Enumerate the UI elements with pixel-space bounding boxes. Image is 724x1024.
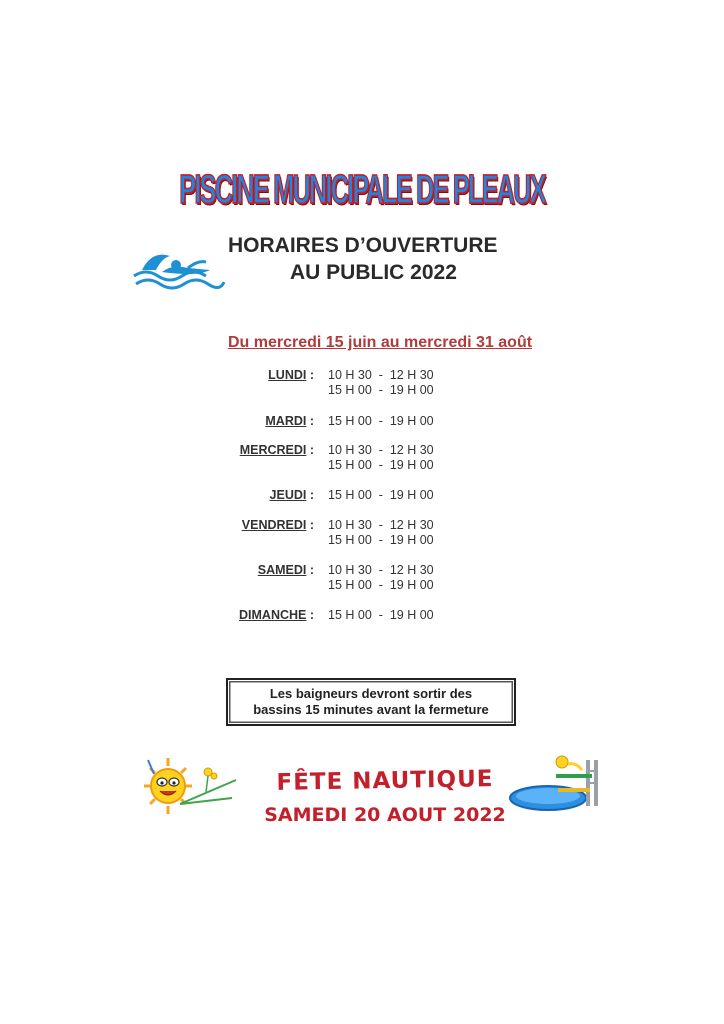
notice-line1: Les baigneurs devront sortir des <box>269 686 473 701</box>
subtitle-line2: AU PUBLIC 2022 <box>290 261 457 284</box>
hours-value: 15 H 00 - 19 H 00 <box>328 488 434 502</box>
notice-line2: bassins 15 minutes avant la fermeture <box>253 702 489 717</box>
event-date: SAMEDI 20 AOUT 2022 <box>264 804 506 826</box>
closing-notice-box <box>226 678 516 726</box>
page-title: PISCINE MUNICIPALE DE PLEAUX <box>179 166 545 212</box>
subtitle <box>228 232 588 286</box>
hours-value: 10 H 30 - 12 H 30 15 H 00 - 19 H 00 <box>328 443 434 472</box>
period-heading: Du mercredi 15 juin au mercredi 31 août <box>227 334 533 351</box>
hours-value: 10 H 30 - 12 H 30 15 H 00 - 19 H 00 <box>328 563 434 592</box>
day-label: LUNDI : <box>268 368 314 382</box>
event-title: FÊTE NAUTIQUE <box>276 766 494 796</box>
pool-diving-board-icon <box>508 752 600 814</box>
hours-value: 10 H 30 - 12 H 30 15 H 00 - 19 H 00 <box>328 518 434 547</box>
day-label: MERCREDI : <box>239 443 314 457</box>
swimmer-wave-icon <box>132 246 228 292</box>
hours-value: 15 H 00 - 19 H 00 <box>328 414 434 428</box>
day-label: SAMEDI : <box>257 563 314 577</box>
hours-value: 15 H 00 - 19 H 00 <box>328 608 434 622</box>
day-label: VENDREDI : <box>241 518 314 532</box>
day-label: JEUDI : <box>269 488 314 502</box>
day-label: MARDI : <box>265 414 314 428</box>
day-label: DIMANCHE : <box>239 608 314 622</box>
hours-value: 10 H 30 - 12 H 30 15 H 00 - 19 H 00 <box>328 368 434 397</box>
subtitle-line1: HORAIRES D’OUVERTURE <box>228 234 498 257</box>
